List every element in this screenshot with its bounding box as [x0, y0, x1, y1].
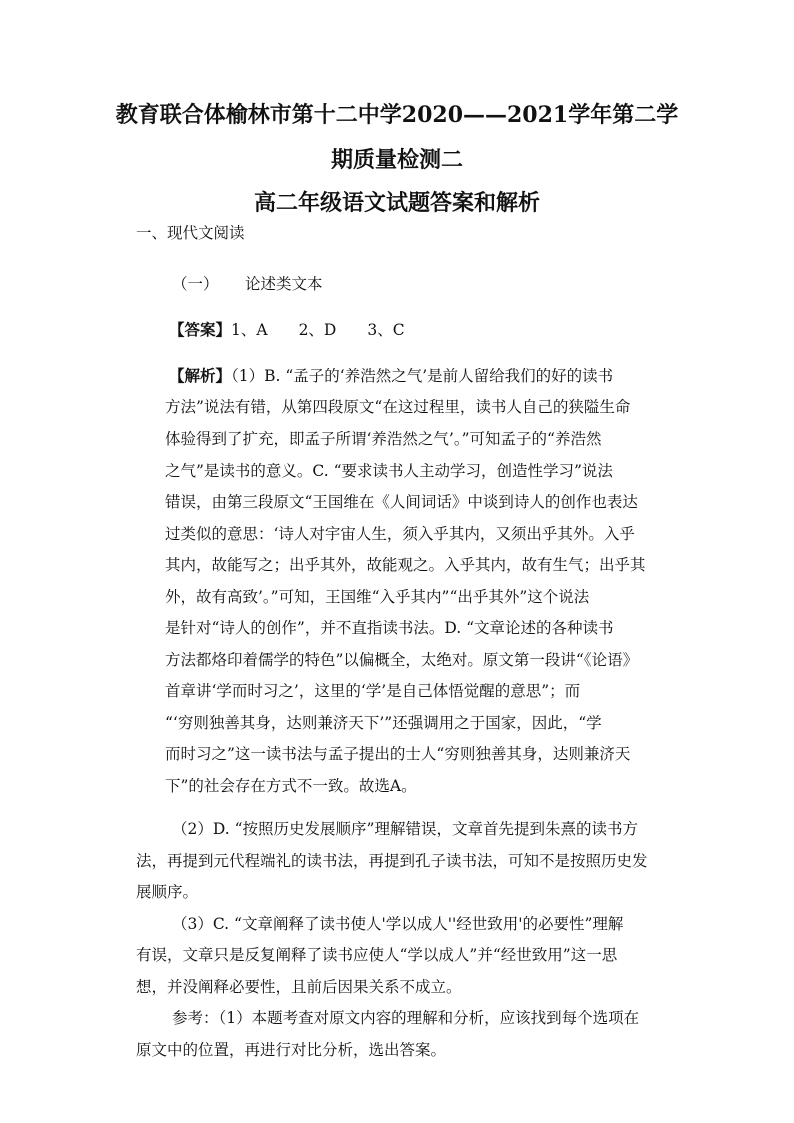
para2-line: 展顺序。	[136, 883, 199, 901]
analysis-line: 下”的社会存在方式不一致。故选A。	[165, 777, 417, 795]
answer-items: 1、A 2、D 3、C	[231, 321, 405, 339]
document-title-line2: 期质量检测二	[330, 147, 463, 173]
para4-line: 原文中的位置，再进行对比分析，选出答案。	[136, 1041, 447, 1059]
analysis-line-1	[169, 364, 613, 386]
analysis-line: 之气”是读书的意义。C. “要求读书人主动学习，创造性学习”说法	[165, 462, 613, 480]
answer-label: 【答案】	[169, 320, 232, 339]
analysis-label: 【解析】	[169, 366, 232, 385]
document-title-line1: 教育联合体榆林市第十二中学2020——2021学年第二学	[115, 102, 679, 128]
analysis-line: 过类似的意思：‘诗人对宇宙人生，须入乎其内，又须出乎其外。入乎	[165, 525, 635, 543]
analysis-line: 外，故有高致’。”可知，王国维“入乎其内”“出乎其外”这个说法	[165, 588, 590, 606]
analysis-line: 体验得到了扩充，即孟子所谓‘养浩然之气’。”可知孟子的“养浩然	[165, 430, 602, 448]
document-subtitle: 高二年级语文试题答案和解析	[253, 190, 540, 216]
para2-line: 法，再提到元代程端礼的读书法，再提到孔子读书法，可知不是按照历史发	[136, 852, 648, 870]
analysis-line: “‘穷则独善其身，达则兼济天下’”还强调用之于国家，因此，“学	[165, 714, 602, 732]
analysis-line: 是针对“诗人的创作”，并不直指读书法。D. “文章论述的各种读书	[165, 619, 614, 637]
answer-line	[169, 318, 405, 340]
section-heading: 一、现代文阅读	[136, 224, 245, 242]
analysis-line: 首章讲‘学而时习之’，这里的‘学’是自己体悟觉醒的意思”；而	[165, 682, 581, 700]
subsection-title: 论述类文本	[245, 275, 323, 293]
subsection-number: （一）	[172, 275, 219, 293]
analysis-line: 而时习之”这一读书法与孟子提出的士人“穷则独善其身，达则兼济天	[165, 745, 631, 763]
analysis-line: 其内，故能写之；出乎其外，故能观之。入乎其内，故有生气；出乎其	[165, 556, 646, 574]
para4-line: 参考：（1）本题考查对原文内容的理解和分析，应该找到每个选项在	[172, 1009, 640, 1027]
analysis-line: 方法”说法有错，从第四段原文“在这过程里，读书人自己的狭隘生命	[165, 398, 631, 416]
analysis-text: （1）B. “孟子的‘养浩然之气’是前人留给我们的好的读书	[231, 367, 614, 385]
analysis-line: 方法都烙印着儒学的特色”以偏概全，太绝对。原文第一段讲“《论语》	[165, 651, 639, 669]
para3-line: 有误，文章只是反复阐释了读书应使人“学以成人”并“经世致用”这一思	[136, 946, 618, 964]
para3-line: 想，并没阐释必要性，且前后因果关系不成立。	[136, 978, 462, 996]
analysis-line: 错误，由第三段原文“王国维在《人间词话》中谈到诗人的创作也表达	[165, 493, 638, 511]
para2-line: （2）D. “按照历史发展顺序”理解错误，文章首先提到朱熹的读书方	[172, 820, 638, 838]
para3-line: （3）C. “文章阐释了读书使人'学以成人''经世致用'的必要性”理解	[172, 915, 624, 933]
